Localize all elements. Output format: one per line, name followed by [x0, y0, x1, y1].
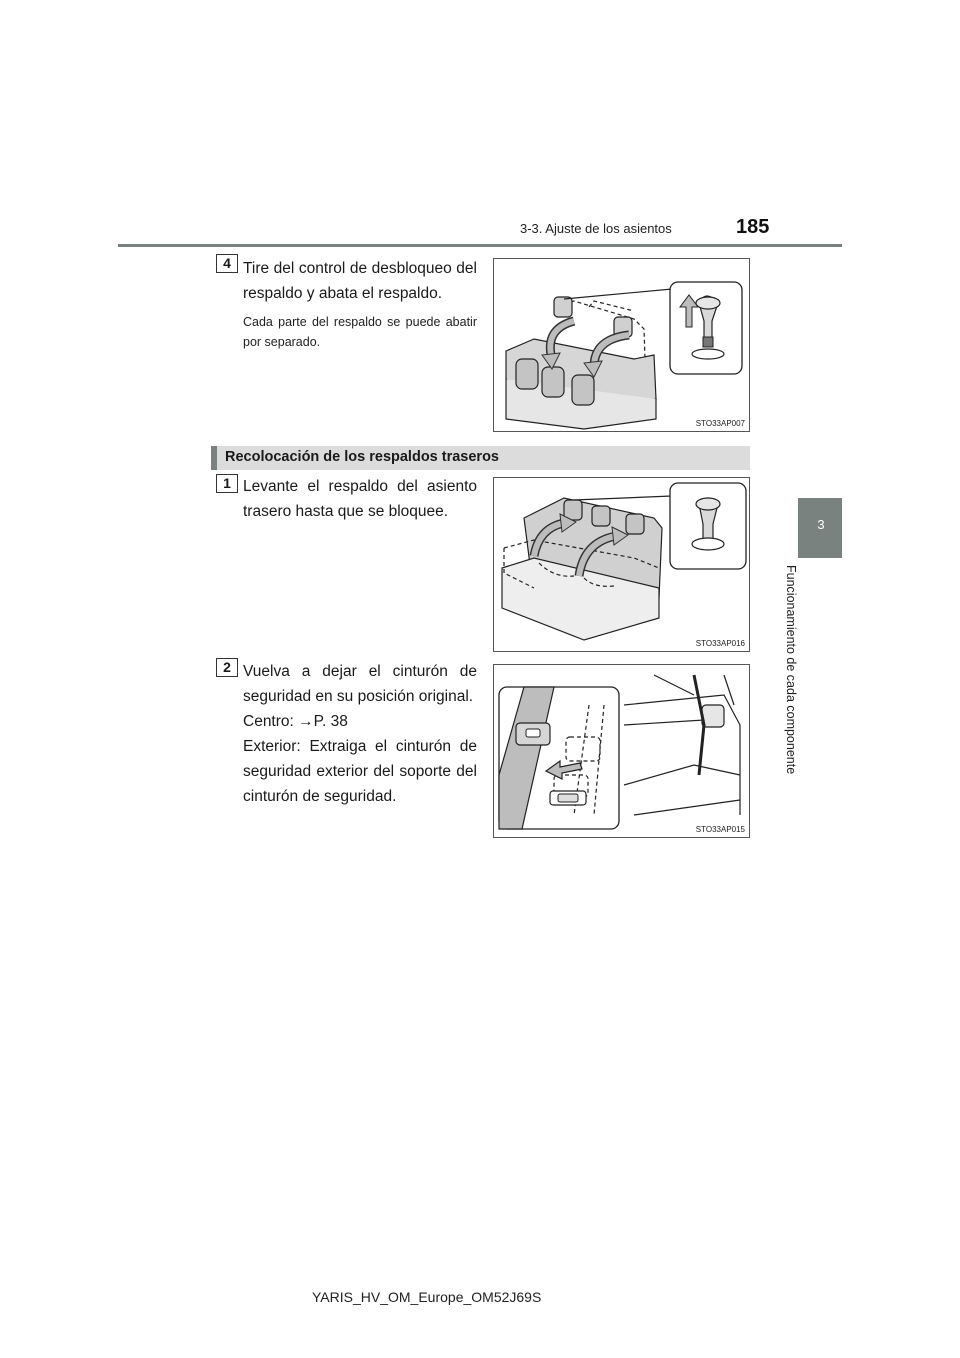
- step-1-badge: 1: [216, 474, 238, 493]
- figure-seatbelt-holder: [493, 664, 750, 838]
- step-2-badge: 2: [216, 658, 238, 677]
- step-1-text: Levante el respaldo del asiento trasero hasta que se bloquee.: [243, 478, 477, 520]
- fold-seatback-illustration: [494, 259, 750, 432]
- section-title-bar: [211, 446, 750, 470]
- figure-code: STO33AP016: [695, 639, 745, 648]
- step-2-text: Vuelva a dejar el cinturón de seguridad en su posición original.: [243, 663, 477, 705]
- figure-fold-seatback: [493, 258, 750, 432]
- chapter-title-vertical: [784, 565, 808, 795]
- section-heading: 3-3. Ajuste de los asientos: [520, 221, 672, 236]
- chapter-number: 3: [817, 517, 825, 532]
- header-rule: [118, 244, 842, 247]
- step-4-text: Tire del control de desbloqueo del respaldo y abata el respaldo.: [243, 260, 477, 302]
- document-footer-code: YARIS_HV_OM_Europe_OM52J69S: [312, 1289, 542, 1305]
- section-title: Recolocación de los respaldos traseros: [225, 449, 499, 465]
- figure-raise-seatback: [493, 477, 750, 652]
- page-number: 185: [736, 216, 770, 238]
- seatbelt-holder-illustration: [494, 665, 750, 838]
- figure-code: STO33AP007: [695, 419, 745, 428]
- step-2-center: Centro: →P. 38: [243, 713, 348, 730]
- chapter-title: Funcionamiento de cada componente: [784, 565, 798, 775]
- raise-seatback-illustration: [494, 478, 750, 652]
- step-2-exterior: Exterior: Extraiga el cinturón de seguridad exterior del soporte del cinturón de seguridad.: [243, 738, 477, 805]
- step-4-note: Cada parte del respaldo se puede abatir por separado.: [243, 315, 477, 349]
- step-4-badge: 4: [216, 254, 238, 273]
- figure-code: STO33AP015: [695, 825, 745, 834]
